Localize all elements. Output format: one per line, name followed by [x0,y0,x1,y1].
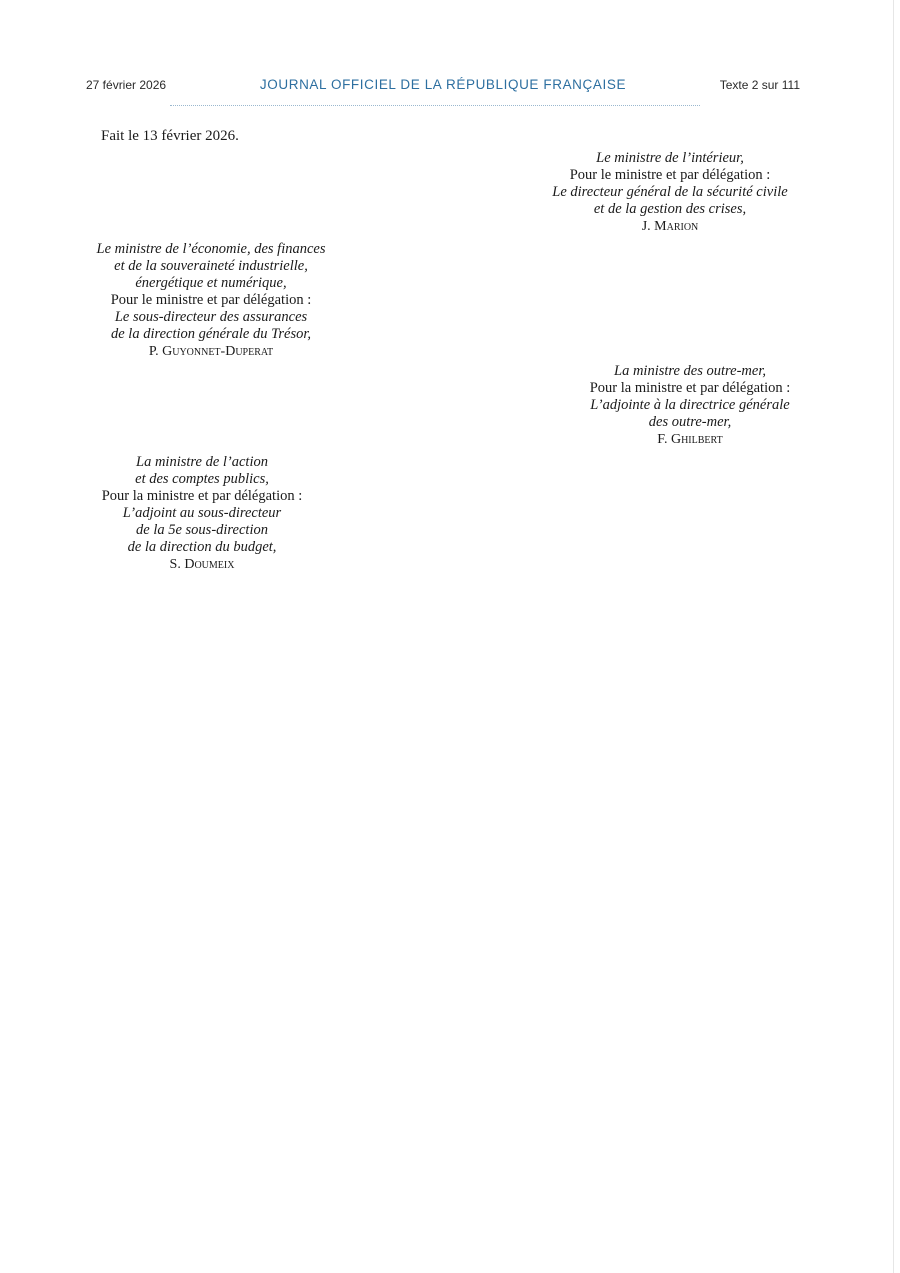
fait-le-date: Fait le 13 février 2026. [101,128,239,144]
signatory-role: Le sous-directeur des assurances [114,309,308,325]
minister-title: Le ministre de l’intérieur, [596,150,744,166]
header-divider [170,105,700,106]
page-number: Texte 2 sur 111 [719,78,800,92]
delegation-line: Pour la ministre et par délégation : [589,380,791,396]
signature-block-economie [76,241,346,360]
minister-title: La ministre de l’action [136,454,268,470]
header-date: 27 février 2026 [86,78,167,92]
signatory-name: P. Guyonnet-Duperat [148,344,274,359]
signatory-role: des outre-mer, [648,414,732,430]
journal-title: JOURNAL OFFICIEL DE LA RÉPUBLIQUE FRANÇAISE [259,77,627,92]
minister-title: La ministre des outre-mer, [614,363,766,379]
minister-title: et des comptes publics, [135,471,269,487]
delegation-line: Pour le ministre et par délégation : [569,167,771,183]
signatory-role: Le directeur général de la sécurité civile [552,184,788,200]
page-edge-line [893,0,894,1273]
signatory-role: de la direction du budget, [127,539,277,555]
signatory-role: L’adjoint au sous-directeur [122,505,282,521]
page-header [86,78,800,98]
minister-title: Le ministre de l’économie, des finances [96,241,326,257]
signature-block-action-comptes-publics [72,454,332,573]
delegation-line: Pour la ministre et par délégation : [101,488,303,504]
signatory-role: et de la gestion des crises, [593,201,747,217]
minister-title: et de la souveraineté industrielle, [114,258,308,274]
delegation-line: Pour le ministre et par délégation : [110,292,312,308]
signatory-name: S. Doumeix [169,557,235,572]
signatory-role: L’adjointe à la directrice générale [590,397,790,413]
signatory-role: de la 5e sous-direction [136,522,268,538]
signatory-role: de la direction générale du Trésor, [110,326,312,342]
minister-title: énergétique et numérique, [135,275,287,291]
signatory-name: J. Marion [641,219,699,234]
signatory-name: F. Ghilbert [657,432,723,447]
signature-block-outremer [565,363,815,448]
signature-block-interieur [530,150,810,235]
